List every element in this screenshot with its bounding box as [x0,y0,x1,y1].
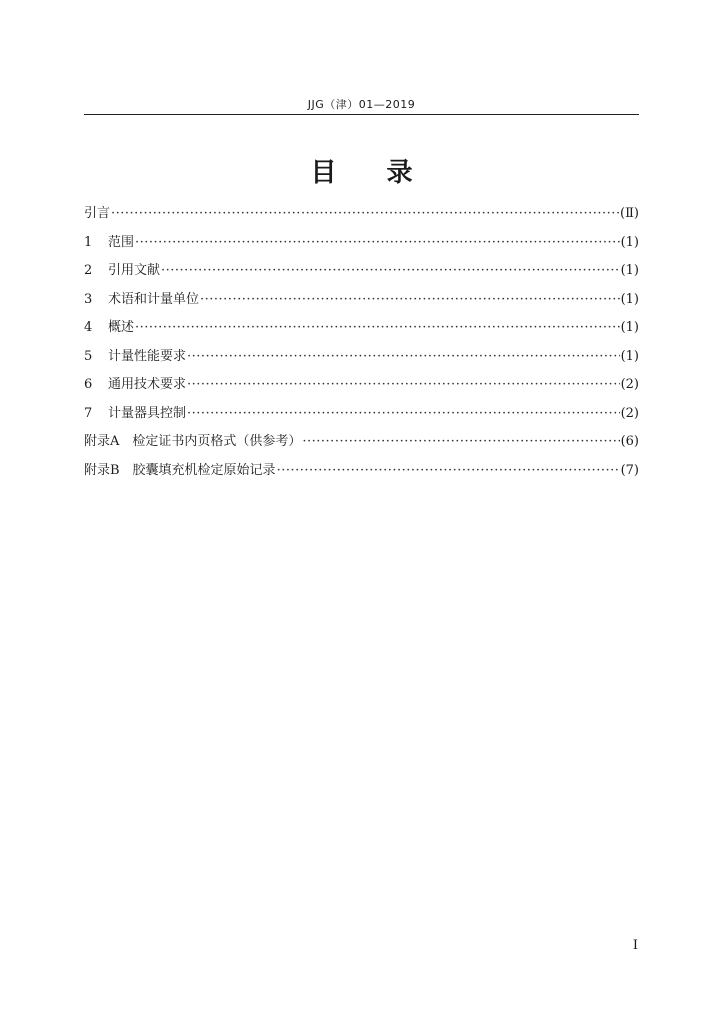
toc-entry-number: 2 [84,263,93,278]
toc-entry-label: 术语和计量单位 [108,291,200,307]
toc-entry-number: 6 [84,377,93,392]
toc-entry-page: (Ⅱ) [620,206,639,221]
toc-entry-page: (2) [620,405,639,421]
toc-entry-page: (1) [620,320,639,335]
toc-entry-label: 通用技术要求 [108,377,187,392]
toc-entry[interactable] [84,319,639,348]
toc-entry-label: 范围 [108,234,135,250]
toc-entry[interactable] [84,262,639,291]
toc-entry[interactable] [84,405,639,434]
toc-leader-dots [200,291,620,309]
toc-leader-dots [111,205,619,223]
toc-entry-label: 附录A 检定证书内页格式（供参考） [84,434,302,449]
toc-entry[interactable] [84,348,639,377]
toc-entry-number: 5 [84,348,93,364]
toc-entry-label: 计量器具控制 [108,405,187,421]
toc-entry-page: (2) [620,377,639,392]
toc-leader-dots [277,462,620,480]
toc-entry[interactable] [84,291,639,320]
toc-entry-number: 4 [84,320,93,335]
toc-leader-dots [187,348,620,366]
page-title: 目录 [310,158,463,188]
toc-entry-page: (7) [620,462,639,478]
toc-entry[interactable] [84,433,639,462]
toc-leader-dots [135,319,620,337]
page-number: I [632,938,638,953]
toc-entry-label: 概述 [108,320,135,335]
toc-entry-label: 计量性能要求 [108,348,187,364]
toc-leader-dots [187,376,620,394]
toc-entry[interactable] [84,376,639,405]
toc-entry-label: 附录B 胶囊填充机检定原始记录 [84,462,276,478]
toc-entry-number: 7 [84,405,93,421]
toc-leader-dots [187,405,620,423]
toc-entry-page: (1) [620,348,639,364]
toc-entry-label: 引用文献 [108,263,161,278]
running-header: JJG（津）01—2019 [307,98,416,111]
toc-entry-number: 3 [84,291,93,307]
toc-entry-page: (1) [620,291,639,307]
toc-entry-number: 1 [84,234,93,250]
toc-entry-page: (1) [620,263,639,278]
toc-entry[interactable] [84,205,639,234]
toc-entry[interactable] [84,234,639,263]
toc-entry-label: 引言 [84,206,111,221]
header-rule [84,114,639,115]
toc-entry[interactable] [84,462,639,491]
toc-entry-page: (1) [620,234,639,250]
toc-entry-page: (6) [620,434,639,449]
table-of-contents [84,205,639,490]
toc-leader-dots [135,234,620,252]
toc-leader-dots [161,262,620,280]
toc-leader-dots [302,433,619,451]
